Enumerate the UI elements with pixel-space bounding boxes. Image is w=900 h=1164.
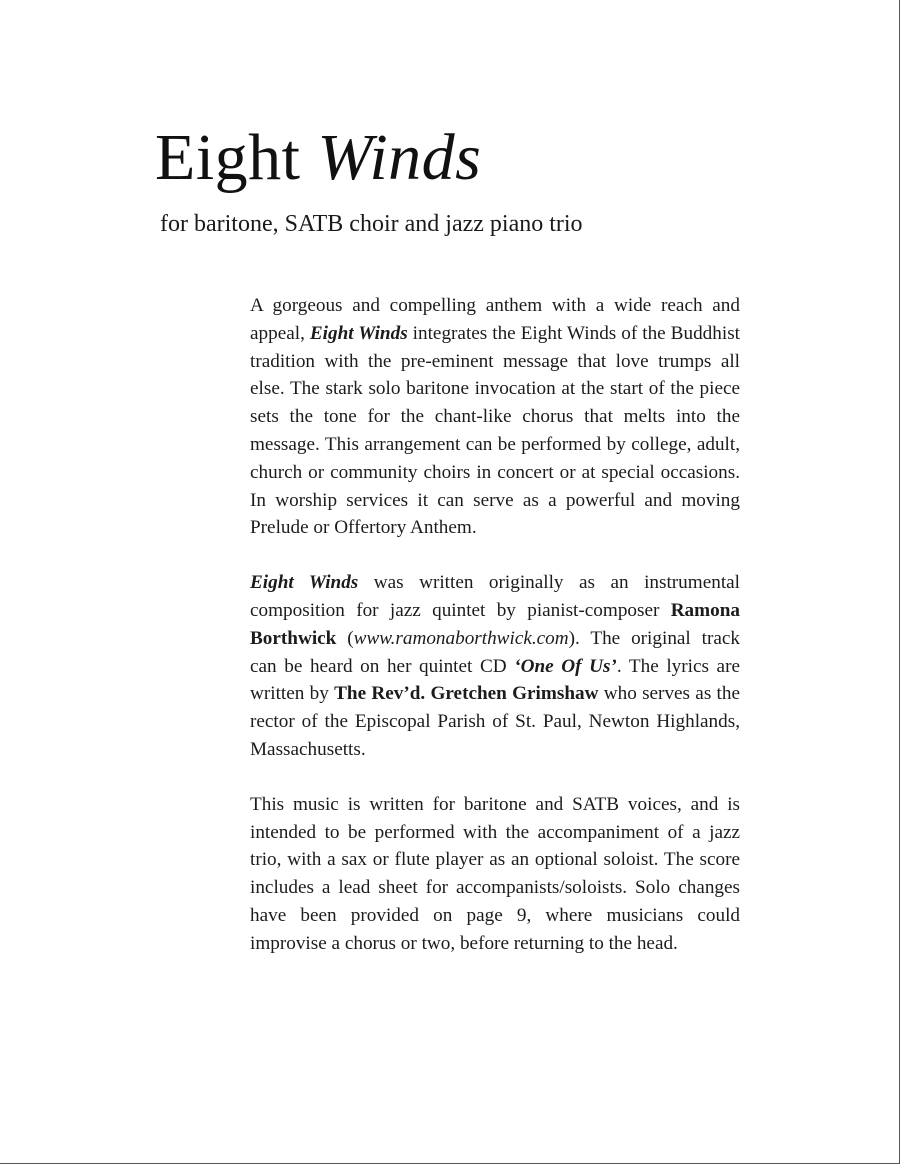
intro-text-a: A gorgeous and compelling anthem with a wide reach and appeal, xyxy=(250,295,740,344)
title-word-eight: Eight xyxy=(155,121,301,194)
subtitle: for baritone, SATB choir and jazz piano trio xyxy=(160,211,583,237)
title-word-winds: Winds xyxy=(317,121,482,194)
description-body xyxy=(250,292,740,985)
paragraph-origin xyxy=(250,569,740,764)
lyricist-name: The Rev’d. Gretchen Grimshaw xyxy=(334,683,599,705)
intro-work-title: Eight Winds xyxy=(309,322,408,344)
page-title xyxy=(155,118,481,198)
paragraph-intro xyxy=(250,292,740,542)
origin-text-a: was written originally as an instrumental composition for jazz quintet by pianist-composer xyxy=(250,572,740,621)
composer-website-link[interactable]: www.ramonaborthwick.com xyxy=(353,627,569,649)
cd-title: ‘One Of Us’ xyxy=(514,655,617,677)
composer-name: Ramona Borthwick xyxy=(250,599,740,649)
origin-work-title: Eight Winds xyxy=(250,572,359,594)
origin-text-b: ( xyxy=(336,627,354,649)
intro-text-b: integrates the Eight Winds of the Buddhist tradition with the pre-eminent message that love trumps all else. The stark solo baritone invocation at the start of the piece sets the tone for the chant-like chorus that melts into the message. This arrangement can be performed by college, adult, church or community choirs in concert or at special occasions. In worship services it can serve as a powerful and moving Prelude or Offertory Anthem. xyxy=(250,322,740,539)
origin-text-d: . The lyrics are written by xyxy=(250,655,740,705)
origin-text-c: ). The original track can be heard on her quintet CD xyxy=(250,627,741,677)
paragraph-performance: This music is written for baritone and SATB voices, and is intended to be performed with the accompaniment of a jazz trio, with a sax or flute player as an optional soloist. The score includes a lead sheet for accompanists/soloists. Solo changes have been provided on page 9, where musicians could improvise a chorus or two, before returning to the head. xyxy=(250,793,740,954)
origin-text-e: who serves as the rector of the Episcopal Parish of St. Paul, Newton Highlands, Massachusetts. xyxy=(250,683,740,760)
